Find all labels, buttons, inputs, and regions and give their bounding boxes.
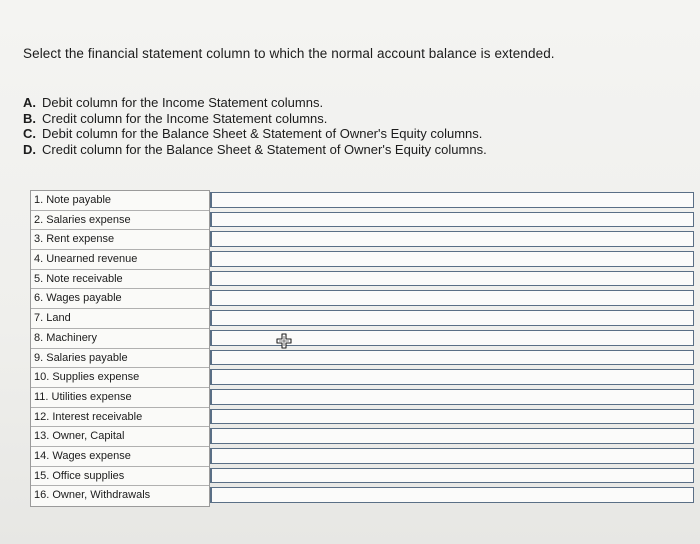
option-text: Credit column for the Balance Sheet & Statement of Owner's Equity columns. (42, 141, 487, 157)
answer-slot (208, 249, 694, 269)
account-row: 3. Rent expense (31, 230, 209, 250)
answer-slot (208, 348, 694, 368)
account-row: 12. Interest receivable (31, 408, 209, 428)
answer-slot (208, 269, 694, 289)
account-row: 2. Salaries expense (31, 211, 209, 231)
answer-slot (208, 210, 694, 230)
move-cursor-icon (276, 333, 292, 349)
answer-dropdown-14[interactable] (210, 448, 694, 464)
answer-dropdown-7[interactable] (210, 310, 694, 326)
answer-dropdown-3[interactable] (210, 231, 694, 247)
answer-slot (208, 466, 694, 486)
answer-slot (208, 426, 694, 446)
answer-slot (208, 446, 694, 466)
answer-dropdown-10[interactable] (210, 369, 694, 385)
answer-slot (208, 485, 694, 505)
account-row: 1. Note payable (31, 191, 209, 211)
account-row: 7. Land (31, 309, 209, 329)
option-b (23, 111, 487, 127)
account-row: 6. Wages payable (31, 289, 209, 309)
option-text: Credit column for the Income Statement columns. (42, 110, 328, 126)
question-text: Select the financial statement column to which the normal account balance is extended. (23, 46, 555, 61)
answer-dropdown-12[interactable] (210, 409, 694, 425)
answer-slot (208, 190, 694, 210)
option-letter: C. (23, 126, 36, 141)
account-row: 14. Wages expense (31, 447, 209, 467)
answer-options (23, 95, 487, 157)
answer-dropdown-16[interactable] (210, 487, 694, 503)
account-row: 16. Owner, Withdrawals (34, 489, 151, 502)
answer-slot (208, 229, 694, 249)
account-row: 9. Salaries payable (31, 349, 209, 369)
answer-dropdown-6[interactable] (210, 290, 694, 306)
account-row: 13. Owner, Capital (31, 427, 209, 447)
option-text: Debit column for the Income Statement columns. (42, 95, 324, 110)
answer-dropdown-1[interactable] (210, 192, 694, 208)
option-letter: A. (23, 95, 36, 110)
answer-dropdown-5[interactable] (210, 271, 694, 287)
option-text: Debit column for the Balance Sheet & Statement of Owner's Equity columns. (42, 126, 483, 141)
option-d (23, 142, 487, 158)
answer-slot (208, 407, 694, 427)
answer-slot (208, 367, 694, 387)
answer-slot (208, 288, 694, 308)
answer-dropdown-9[interactable] (210, 350, 694, 366)
answer-dropdown-15[interactable] (210, 468, 694, 484)
option-a (23, 95, 487, 111)
account-row: 4. Unearned revenue (31, 250, 209, 270)
answer-dropdown-2[interactable] (210, 212, 694, 228)
account-list (30, 190, 210, 507)
option-letter: B. (23, 110, 36, 126)
matching-table (30, 190, 694, 505)
answer-slot (208, 308, 694, 328)
answer-dropdown-4[interactable] (210, 251, 694, 267)
answer-slot (208, 387, 694, 407)
account-row: 11. Utilities expense (31, 388, 209, 408)
account-row: 5. Note receivable (31, 270, 209, 290)
account-row: 8. Machinery (31, 329, 209, 349)
answer-dropdown-11[interactable] (210, 389, 694, 405)
option-c (23, 126, 487, 142)
account-row: 15. Office supplies (31, 467, 209, 487)
account-row: 10. Supplies expense (31, 368, 209, 388)
answer-dropdown-13[interactable] (210, 428, 694, 444)
option-letter: D. (23, 141, 36, 157)
